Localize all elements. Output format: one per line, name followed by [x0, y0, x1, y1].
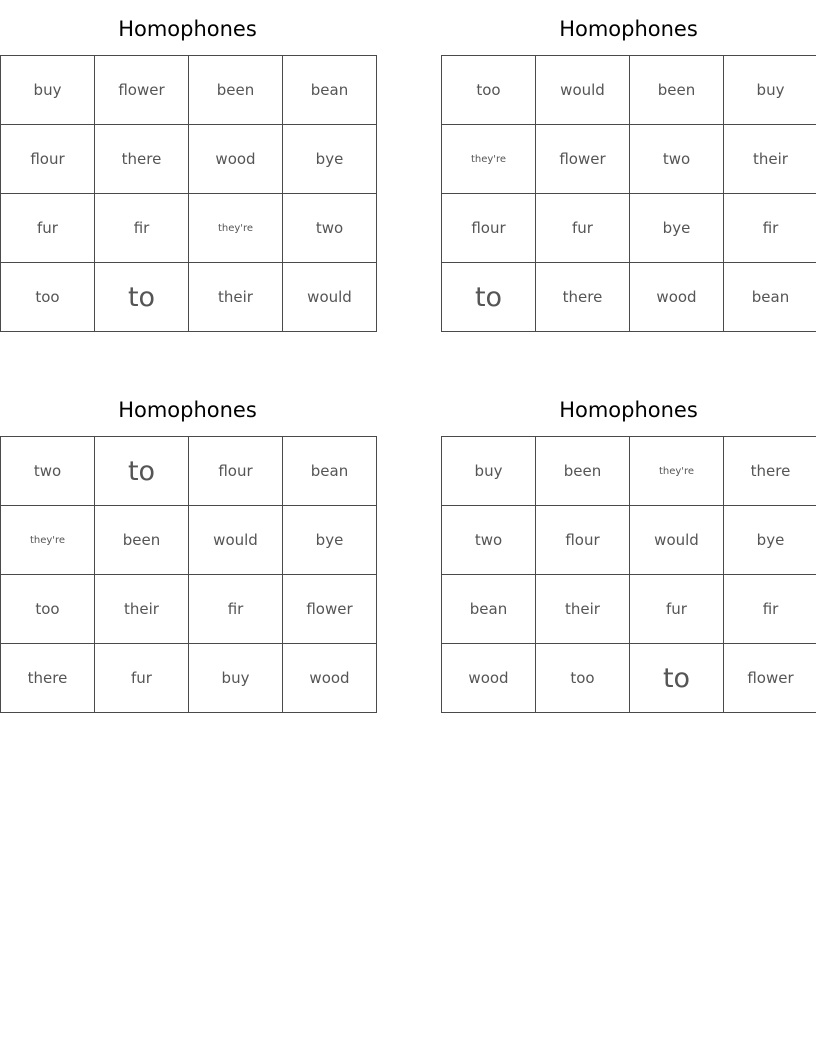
grid-cell: to — [95, 263, 189, 332]
grid-row — [442, 56, 816, 125]
grid-row — [1, 56, 377, 125]
grid-cell: would — [189, 506, 283, 575]
grid-cell: too — [1, 575, 95, 644]
grid-cell: been — [95, 506, 189, 575]
grid-cell: fir — [95, 194, 189, 263]
grid-cell: bean — [442, 575, 536, 644]
grid-cell: two — [283, 194, 377, 263]
grid-row — [442, 437, 816, 506]
grid-cell: would — [536, 56, 630, 125]
grid-cell: their — [724, 125, 816, 194]
grid-cell: they're — [189, 194, 283, 263]
grid-cell: flower — [724, 644, 816, 713]
bingo-grid — [0, 436, 377, 713]
grid-cell: too — [536, 644, 630, 713]
grid-cell: too — [1, 263, 95, 332]
grid-cell: fir — [724, 194, 816, 263]
grid-cell: fir — [724, 575, 816, 644]
grid-row — [442, 263, 816, 332]
grid-cell: been — [630, 56, 724, 125]
grid-cell: been — [536, 437, 630, 506]
grid-cell: wood — [442, 644, 536, 713]
grid-cell: wood — [283, 644, 377, 713]
grid-cell: been — [189, 56, 283, 125]
grid-cell: bye — [630, 194, 724, 263]
bingo-card-3 — [0, 381, 375, 713]
grid-cell: two — [1, 437, 95, 506]
grid-cell: buy — [724, 56, 816, 125]
grid-cell: buy — [189, 644, 283, 713]
grid-cell: there — [95, 125, 189, 194]
grid-cell: wood — [189, 125, 283, 194]
grid-cell: wood — [630, 263, 724, 332]
grid-cell: flower — [95, 56, 189, 125]
grid-row — [442, 194, 816, 263]
grid-cell: fur — [630, 575, 724, 644]
grid-cell: bye — [283, 506, 377, 575]
bingo-card-2 — [441, 0, 816, 332]
grid-cell: to — [630, 644, 724, 713]
grid-cell: would — [283, 263, 377, 332]
grid-row — [1, 125, 377, 194]
grid-cell: to — [442, 263, 536, 332]
grid-cell: flour — [536, 506, 630, 575]
grid-row — [1, 575, 377, 644]
grid-row — [442, 506, 816, 575]
grid-cell: bean — [283, 437, 377, 506]
grid-cell: too — [442, 56, 536, 125]
grid-cell: two — [630, 125, 724, 194]
grid-cell: flour — [1, 125, 95, 194]
grid-cell: their — [536, 575, 630, 644]
grid-cell: fir — [189, 575, 283, 644]
grid-cell: they're — [630, 437, 724, 506]
grid-cell: flour — [189, 437, 283, 506]
grid-cell: would — [630, 506, 724, 575]
bingo-card-4 — [441, 381, 816, 713]
grid-row — [442, 644, 816, 713]
grid-row — [1, 194, 377, 263]
card-title: Homophones — [559, 17, 698, 41]
grid-cell: fur — [536, 194, 630, 263]
grid-row — [1, 437, 377, 506]
grid-cell: fur — [1, 194, 95, 263]
grid-cell: two — [442, 506, 536, 575]
grid-row — [1, 506, 377, 575]
grid-cell: bean — [283, 56, 377, 125]
grid-cell: bye — [724, 506, 816, 575]
grid-row — [1, 263, 377, 332]
grid-cell: flour — [442, 194, 536, 263]
grid-cell: to — [95, 437, 189, 506]
grid-cell: bean — [724, 263, 816, 332]
card-title: Homophones — [118, 17, 257, 41]
grid-cell: fur — [95, 644, 189, 713]
grid-cell: they're — [442, 125, 536, 194]
grid-row — [1, 644, 377, 713]
grid-row — [442, 575, 816, 644]
bingo-card-1 — [0, 0, 375, 332]
bingo-grid — [441, 436, 816, 713]
grid-cell: flower — [283, 575, 377, 644]
grid-cell: buy — [1, 56, 95, 125]
grid-cell: their — [189, 263, 283, 332]
grid-cell: there — [724, 437, 816, 506]
grid-cell: there — [1, 644, 95, 713]
grid-cell: there — [536, 263, 630, 332]
grid-cell: buy — [442, 437, 536, 506]
card-title: Homophones — [118, 398, 257, 422]
bingo-grid — [441, 55, 816, 332]
grid-cell: they're — [1, 506, 95, 575]
grid-cell: bye — [283, 125, 377, 194]
grid-cell: their — [95, 575, 189, 644]
grid-row — [442, 125, 816, 194]
card-title: Homophones — [559, 398, 698, 422]
bingo-grid — [0, 55, 377, 332]
grid-cell: flower — [536, 125, 630, 194]
